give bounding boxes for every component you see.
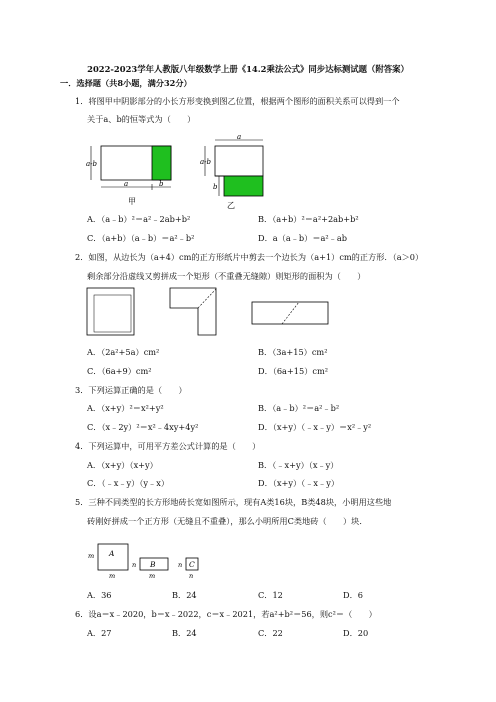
q4-stem: 4．下列运算中，可用平方差公式计算的是（ ） (75, 441, 261, 451)
q1-option-d: D．a（a﹣b）＝a²﹣ab (258, 233, 347, 243)
q1-stem-line2: 关于a、b的恒等式为（ ） (87, 114, 196, 124)
q4-option-c: C．（﹣x﹣y）（y﹣x） (87, 478, 170, 488)
q2-figures (86, 287, 346, 343)
q3-option-a: A．（x+y）²＝x²+y² (87, 403, 164, 413)
q2-option-c: C．（6a+9）cm² (87, 366, 152, 376)
tile-a-side: m (88, 552, 95, 560)
q4-option-a: A．（x+y）（x+y） (87, 460, 158, 470)
q6-option-d: D．20 (343, 628, 369, 638)
q2-option-a: A．（2a²+5a）cm² (87, 347, 160, 357)
page-title: 2022-2023学年人教版八年级数学上册《14.2乘法公式》同步达标测试题（附答案） (87, 64, 409, 74)
q5-stem-line2: 砖刚好拼成一个正方形（无缝且不重叠），那么小明所用C类地砖（ ）块． (87, 516, 368, 526)
q5-option-a: A．36 (87, 590, 112, 600)
q6-option-a: A．27 (87, 628, 112, 638)
jia-a-label: a (124, 180, 129, 188)
q1-option-b: B．（a+b）²＝a²+2ab+b² (258, 214, 359, 224)
q3-stem: 3．下列运算正确的是（ ） (75, 385, 187, 395)
q4-option-d: D．（x+y）（﹣x﹣y） (258, 478, 340, 488)
q4-option-b: B．（﹣x+y）（x﹣y） (258, 460, 339, 470)
yi-b-label: b (213, 183, 218, 191)
q3-option-d: D．（x+y）（﹣x﹣y）＝x²﹣y² (258, 422, 372, 432)
yi-a-label: a (237, 133, 242, 141)
jia-left-label: a-b (86, 160, 98, 168)
q3-option-b: B．（a﹣b）²＝a²﹣b² (258, 403, 340, 413)
yi-caption: 乙 (227, 201, 235, 210)
jia-b-label: b (159, 180, 164, 188)
jia-caption: 甲 (128, 197, 136, 206)
tile-c-bottom: n (189, 572, 194, 580)
q6-stem: 6．设a＝x﹣2020，b＝x﹣2022，c＝x﹣2021，若a²+b²＝56，则c²＝（ ） (75, 609, 377, 619)
q5-tiles-figure (86, 541, 226, 583)
q2-option-d: D．（6a+15）cm² (258, 366, 329, 376)
tile-b-label: B (150, 560, 156, 569)
q3-option-c: C．（x﹣2y）²＝x²﹣4xy+4y² (87, 422, 199, 432)
q2-option-b: B．（3a+15）cm² (258, 347, 328, 357)
tile-b-side: n (132, 561, 137, 569)
q1-figure-yi (200, 134, 310, 210)
q2-stem-line2: 剩余部分沿虚线又剪拼成一个矩形（不重叠无缝隙）则矩形的面积为（ ） (87, 271, 366, 281)
q5-stem-line1: 5．三种不同类型的长方形地砖长宽如图所示，现有A类16块，B类48块，小明用这些地 (75, 497, 392, 507)
q1-stem-line1: 1．将图甲中阴影部分的小长方形变换到图乙位置，根据两个图形的面积关系可以得到一个 (75, 96, 400, 106)
q1-option-c: C．（a+b）（a﹣b）＝a²﹣b² (87, 233, 195, 243)
q6-option-b: B．24 (172, 628, 197, 638)
q5-option-c: C．12 (258, 590, 283, 600)
q2-stem-line1: 2．如图，从边长为（a+4）cm的正方形纸片中剪去一个边长为（a+1）cm的正方形．（a＞0） (75, 252, 424, 262)
yi-side-label: a-b (200, 158, 212, 166)
q1-option-a: A．（a﹣b）²＝a²﹣2ab+b² (87, 214, 191, 224)
tile-c-side: n (178, 561, 183, 569)
q6-option-c: C．22 (258, 628, 283, 638)
section-heading: 一．选择题（共8小题，满分32分） (60, 78, 192, 88)
tile-c-label: C (189, 560, 195, 569)
tile-a-bottom: m (109, 572, 116, 580)
tile-a-label: A (109, 549, 115, 558)
q5-option-d: D．6 (343, 590, 363, 600)
q5-option-b: B．24 (172, 590, 197, 600)
q1-figure-jia (86, 136, 196, 206)
tile-b-bottom: m (149, 572, 156, 580)
